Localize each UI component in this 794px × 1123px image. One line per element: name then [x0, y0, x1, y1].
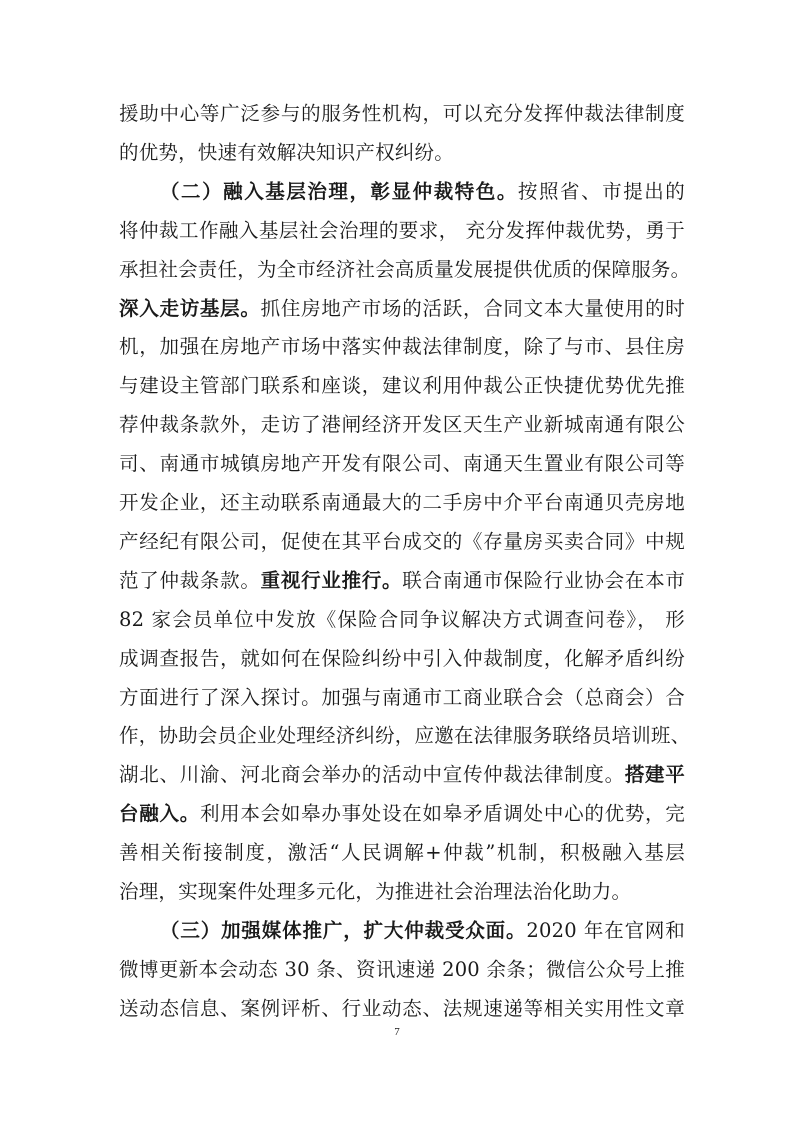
- text-run: 联合南通市保险行业协会在本市: [402, 568, 686, 592]
- text-run: 将仲裁工作融入基层社会治理的要求， 充分发挥仲裁优势，勇于: [119, 218, 685, 242]
- text-line: [119, 369, 685, 403]
- text-line: [119, 875, 685, 909]
- text-run: 的优势，快速有效解决知识产权纠纷。: [119, 140, 454, 164]
- text-line: [119, 953, 685, 987]
- text-run: 范了仲裁条款。: [119, 568, 261, 592]
- text-run: 产经纪有限公司，促使在其平台成交的《存量房买卖合同》中规: [119, 529, 685, 553]
- text-line: [119, 486, 685, 520]
- text-run: 司、南通市城镇房地产开发有限公司、南通天生置业有限公司等: [119, 452, 685, 476]
- text-line: [119, 797, 685, 831]
- text-line: [119, 681, 685, 715]
- text-line: [119, 992, 685, 1026]
- text-line: [119, 97, 685, 131]
- bold-heading-run: （二）融入基层治理，彰显仲裁特色。: [160, 179, 518, 203]
- text-line: [119, 642, 685, 676]
- text-run: 承担社会责任，为全市经济社会高质量发展提供优质的保障服务。: [119, 257, 691, 281]
- text-run: 荐仲裁条款外，走访了港闸经济开发区天生产业新城南通有限公: [119, 413, 685, 437]
- text-line: [160, 914, 685, 948]
- text-run: 湖北、川渝、河北商会举办的活动中宣传仲裁法律制度。: [119, 763, 625, 787]
- text-line: [119, 525, 685, 559]
- text-line: [119, 603, 685, 637]
- text-run: 治理，实现案件处理多元化，为推进社会治理法治化助力。: [119, 880, 632, 903]
- text-line: [119, 719, 691, 753]
- text-line: [119, 408, 685, 442]
- bold-heading-run: 深入走访基层。: [119, 296, 261, 320]
- text-run: 机，加强在房地产市场中落实仲裁法律制度，除了与市、县住房: [119, 335, 685, 359]
- text-run: 开发企业，还主动联系南通最大的二手房中介平台南通贝壳房地: [119, 491, 685, 514]
- bold-heading-run: 重视行业推行。: [260, 568, 403, 592]
- text-run: 作，协助会员企业处理经济纠纷，应邀在法律服务联络员培训班、: [119, 724, 691, 748]
- text-line: [119, 214, 685, 248]
- text-run: 抓住房地产市场的活跃，合同文本大量使用的时: [260, 296, 686, 320]
- text-run: 与建设主管部门联系和座谈，建议利用仲裁公正快捷优势优先推: [119, 374, 685, 398]
- text-line: [160, 175, 685, 209]
- text-run: 善相关衔接制度，激活“人民调解+仲裁”机制，积极融入基层: [119, 841, 685, 865]
- text-run: 按照省、市提出的: [517, 179, 685, 203]
- text-run: 成调查报告，就如何在保险纠纷中引入仲裁制度，化解矛盾纠纷: [119, 646, 685, 670]
- text-line: [119, 758, 685, 792]
- text-run: 援助中心等广泛参与的服务性机构，可以充分发挥仲裁法律制度: [119, 102, 685, 125]
- text-run: 利用本会如皋办事处设在如皋矛盾调处中心的优势，完: [199, 802, 685, 826]
- text-run: 方面进行了深入探讨。加强与南通市工商业联合会（总商会）合: [119, 685, 685, 709]
- page-number: 7: [394, 1026, 400, 1038]
- bold-heading-run: 搭建平: [624, 763, 685, 787]
- text-run: 2020 年在官网和: [526, 918, 685, 942]
- text-run: 送动态信息、案例评析、行业动态、法规速递等相关实用性文章: [119, 996, 685, 1020]
- text-line: [119, 253, 691, 287]
- text-line: [119, 836, 685, 870]
- bold-heading-run: （三）加强媒体推广，扩大仲裁受众面。: [160, 918, 527, 942]
- text-line: [119, 564, 685, 598]
- text-line: [119, 292, 685, 326]
- text-run: 82 家会员单位中发放《保险合同争议解决方式调查问卷》， 形: [119, 607, 685, 631]
- bold-heading-run: 台融入。: [119, 802, 200, 826]
- text-line: [119, 447, 685, 481]
- text-line: [119, 136, 685, 170]
- text-run: 微博更新本会动态 30 条、资讯速递 200 余条；微信公众号上推: [119, 957, 685, 981]
- text-line: [119, 330, 685, 364]
